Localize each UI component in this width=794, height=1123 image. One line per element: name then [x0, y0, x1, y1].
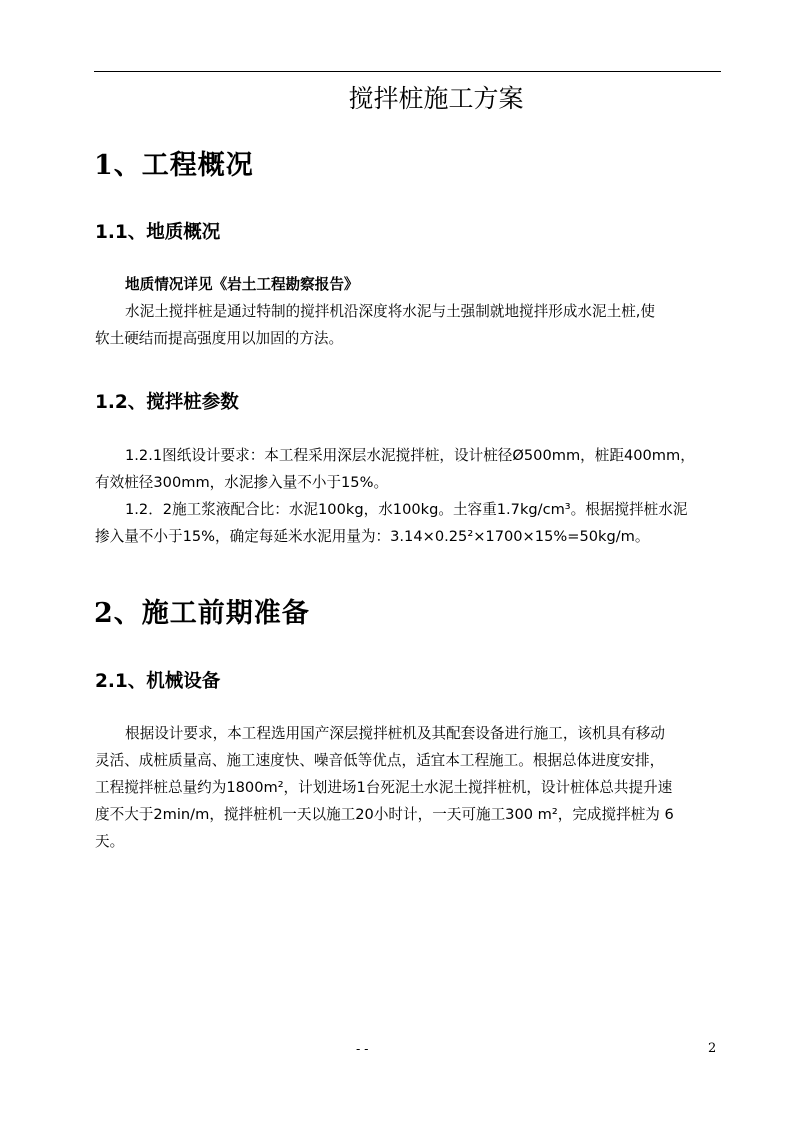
section-1-2-heading: 1.2、搅拌桩参数: [95, 392, 239, 413]
section-1-1-heading: 1.1、地质概况: [95, 222, 221, 243]
document-title: 搅拌桩施工方案: [348, 84, 524, 113]
section-1-1-body: [95, 271, 721, 352]
section-2-heading: 2、施工前期准备: [94, 598, 310, 629]
section-1-heading: 1、工程概况: [94, 150, 254, 181]
section-1-2-body: [95, 442, 721, 550]
geology-lead: 地质情况详见《岩土工程勘察报告》: [125, 276, 359, 293]
header-rule: [94, 71, 721, 72]
body-line: 度不大于2min/m，搅拌桩机一天以施工20小时计，一天可施工300 m²，完成搅拌桩为 6: [95, 806, 674, 823]
section-2-1-heading: 2.1、机械设备: [95, 671, 221, 692]
page-number: 2: [708, 1041, 717, 1056]
body-line: 灵活、成桩质量高、施工速度快、噪音低等优点，适宜本工程施工。根据总体进度安排，: [95, 752, 665, 769]
body-line: 软土硬结而提高强度用以加固的方法。: [95, 330, 344, 347]
body-line: 掺入量不小于15%，确定每延米水泥用量为：3.14×0.25²×1700×15%=50kg/m。: [95, 528, 650, 545]
body-line: 天。: [95, 833, 125, 850]
section-2-1-body: [95, 720, 721, 855]
body-line: 1.2．2施工浆液配合比：水泥100kg，水100kg。土容重1.7kg/cm³。根据搅拌桩水泥: [125, 501, 688, 518]
body-line: 根据设计要求，本工程选用国产深层搅拌桩机及其配套设备进行施工，该机具有移动: [125, 725, 665, 742]
body-line: 水泥土搅拌桩是通过特制的搅拌机沿深度将水泥与土强制就地搅拌形成水泥土桩,使: [125, 303, 656, 320]
body-line: 工程搅拌桩总量约为1800m²，计划进场1台死泥土水泥土搅拌桩机，设计桩体总共提升速: [95, 779, 673, 796]
footer-dash: - -: [356, 1042, 369, 1056]
body-line: 1.2.1图纸设计要求：本工程采用深层水泥搅拌桩，设计桩径Ø500mm，桩距400mm，: [125, 447, 695, 464]
body-line: 有效桩径300mm，水泥掺入量不小于15%。: [95, 474, 389, 491]
